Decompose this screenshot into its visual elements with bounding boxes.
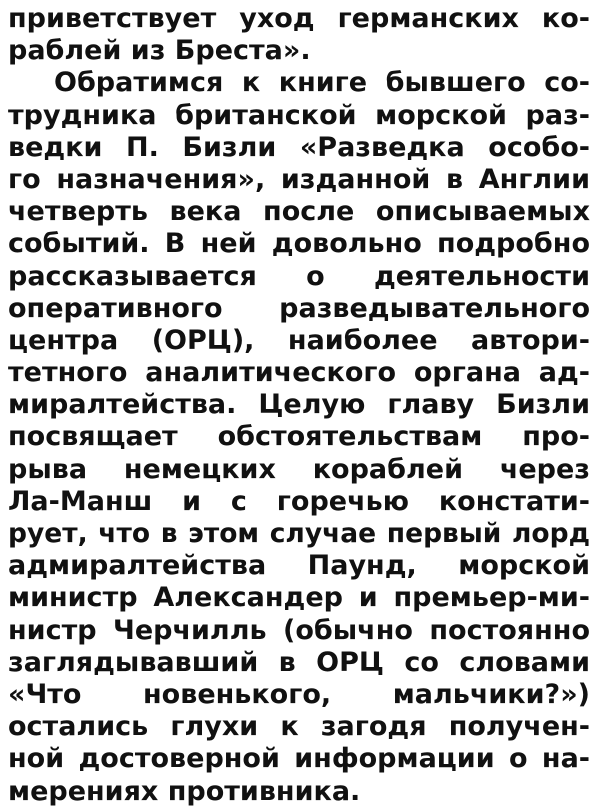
text-line: оперативного разведывательного [8, 292, 590, 324]
text-line: министр Александер и премьер-ми- [8, 582, 590, 614]
text-line: мерениях противника. [8, 775, 361, 807]
text-line: нистр Черчилль (обычно постоянно [8, 614, 590, 646]
text-line: остались глухи к загодя получен- [8, 711, 590, 743]
paragraph-2 [8, 67, 590, 807]
text-line: приветствует уход германских ко- [8, 3, 590, 34]
text-line: ведки П. Бизли «Разведка особо- [8, 131, 590, 163]
text-line: рассказывается о деятельности [8, 260, 590, 292]
text-line: трудника британской морской раз- [8, 99, 590, 131]
text-line: событий. В ней довольно подробно [8, 228, 590, 260]
text-line: Обратимся к книге бывшего со- [54, 67, 590, 99]
text-line: миралтейства. Целую главу Бизли [8, 389, 590, 421]
text-line: четверть века после описываемых [8, 196, 590, 228]
text-line: рыва немецких кораблей через [8, 453, 590, 485]
text-line: рует, что в этом случае первый лорд [8, 518, 590, 549]
text-line: ной достоверной информации о на- [8, 743, 590, 775]
text-line: центра (ОРЦ), наиболее автори- [8, 324, 590, 356]
text-line: тетного аналитического органа ад- [8, 357, 590, 389]
text-line: адмиралтейства Паунд, морской [8, 550, 590, 582]
text-line: заглядывавший в ОРЦ со словами [8, 646, 590, 678]
text-line: Ла-Манш и с горечью констати- [8, 485, 590, 517]
paragraph-1 [8, 3, 590, 67]
text-line: «Что новенького, мальчики?») [8, 678, 590, 710]
text-line: раблей из Бреста». [8, 35, 311, 67]
text-line: посвящает обстоятельствам про- [8, 421, 590, 453]
text-line: го назначения», изданной в Англии [8, 163, 590, 195]
